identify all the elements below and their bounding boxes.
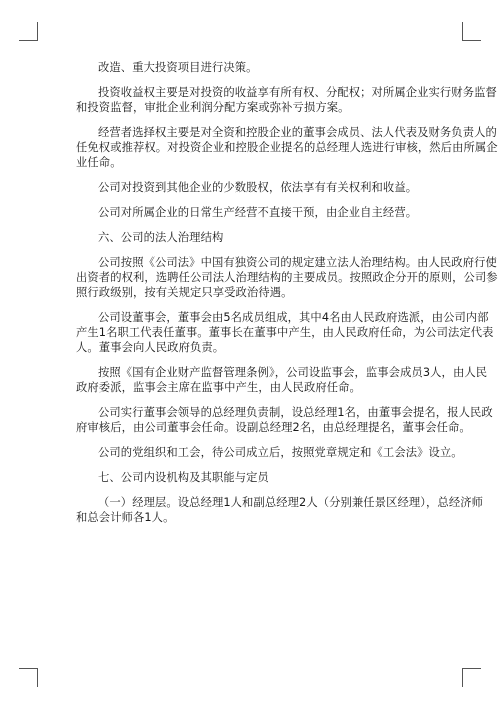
text-line: 公司对投资到其他企业的少数股权，依法享有有关权利和收益。 xyxy=(98,181,418,194)
text-line: 照行政级别，按有关规定只享受政治待遇。 xyxy=(76,286,293,299)
paragraph xyxy=(76,495,484,525)
text-line: 人。董事会向人民政府负责。 xyxy=(76,341,225,354)
paragraph xyxy=(76,180,422,195)
text-line: 公司实行董事会领导的总经理负责制，设总经理1名，由董事会提名，报人民政 xyxy=(98,406,493,419)
text-line: 公司对所属企业的日常生产经营不直接干预，由企业自主经营。 xyxy=(98,206,418,219)
text-line: 七、公司内设机构及其职能与定员 xyxy=(98,471,269,484)
text-line: 出资者的权利，选聘任公司法人治理结构的主要成员。按照政企分开的原则，公司参 xyxy=(76,271,498,284)
paragraph xyxy=(76,60,422,75)
crop-mark-top-left-h xyxy=(19,40,38,41)
paragraph xyxy=(76,445,463,460)
text-line: 改造、重大投资项目进行决策。 xyxy=(98,61,258,74)
paragraph xyxy=(76,125,498,170)
text-line: 投资收益权主要是对投资的收益享有所有权、分配权；对所属企业实行财务监督 xyxy=(98,86,497,99)
paragraph xyxy=(76,230,422,245)
body-text xyxy=(76,60,498,535)
text-line: 府审核后，由公司董事会任命。设副总经理2名，由总经理提名，董事会任命。 xyxy=(76,421,471,434)
text-line: 任免权或推荐权。对投资企业和控股企业提名的总经理人选进行审核，然后由所属企 xyxy=(76,141,498,154)
text-line: 经营者选择权主要是对全资和控股企业的董事会成员、法人代表及财务负责人的 xyxy=(98,126,497,139)
paragraph xyxy=(76,85,497,115)
text-line: 产生1名职工代表任董事。董事长在董事中产生，由人民政府任命，为公司法定代表 xyxy=(76,326,494,339)
paragraph xyxy=(76,205,422,220)
text-line: 公司设董事会，董事会由5名成员组成，其中4名由人民政府选派，由公司内部 xyxy=(98,311,489,324)
crop-mark-bottom-right-h xyxy=(462,668,481,669)
crop-mark-top-right-h xyxy=(462,40,481,41)
crop-mark-top-left xyxy=(37,22,38,41)
paragraph xyxy=(76,310,494,355)
text-line: （一）经理层。设总经理1人和副总经理2人（分别兼任景区经理），总经济师 xyxy=(98,496,484,509)
paragraph xyxy=(76,255,498,300)
text-line: 业任命。 xyxy=(76,156,122,169)
text-line: 和总会计师各1人。 xyxy=(76,511,175,524)
text-line: 和投资监督，审批企业利润分配方案或弥补亏损方案。 xyxy=(76,101,350,114)
text-line: 按照《国有企业财产监督管理条例》，公司设监事会，监事会成员3人，由人民 xyxy=(98,366,488,379)
crop-mark-bottom-left xyxy=(37,668,38,687)
text-line: 政府委派，监事会主席在监事中产生，由人民政府任命。 xyxy=(76,381,361,394)
paragraph xyxy=(76,365,488,395)
text-line: 公司按照《公司法》中国有独资公司的规定建立法人治理结构。由人民政府行使 xyxy=(98,256,497,269)
crop-mark-bottom-left-h xyxy=(19,668,38,669)
paragraph xyxy=(76,470,422,485)
crop-mark-bottom-right xyxy=(462,668,463,687)
text-line: 公司的党组织和工会，待公司成立后，按照党章规定和《工会法》设立。 xyxy=(98,446,463,459)
paragraph xyxy=(76,405,493,435)
crop-mark-top-right xyxy=(462,22,463,41)
text-line: 六、公司的法人治理结构 xyxy=(98,231,224,244)
